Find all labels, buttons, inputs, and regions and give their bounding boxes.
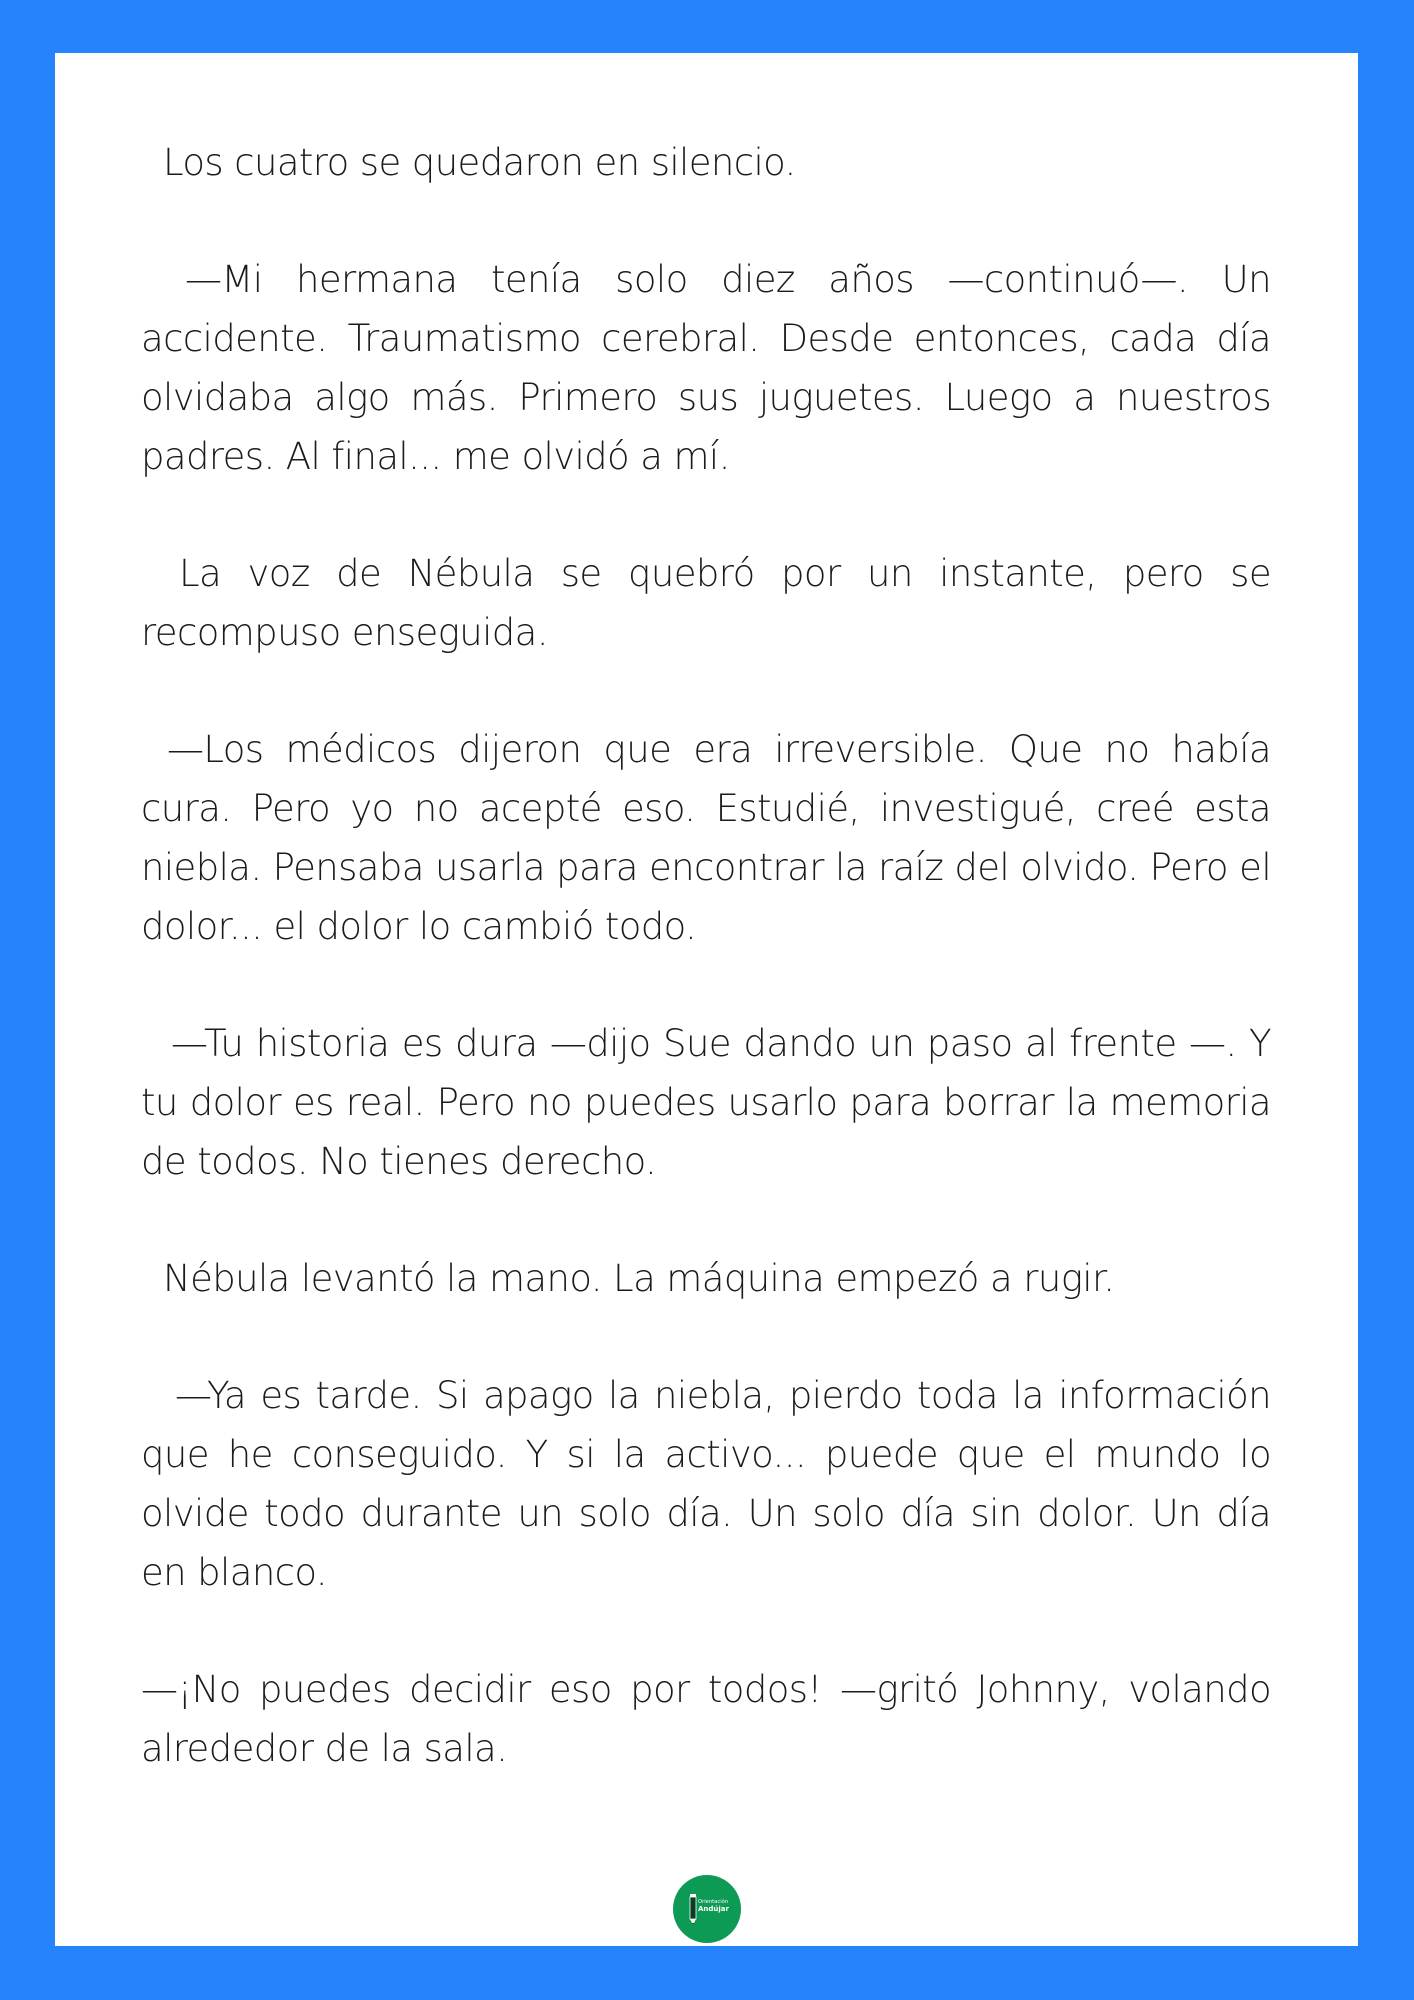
pencil-logo-icon — [673, 1875, 741, 1943]
paragraph-5: —Tu historia es dura —dijo Sue dando un paso al frente —. Y tu dolor es real. Pero no puedes usarlo para borrar la memoria de todos. No tienes derecho. — [141, 1022, 1271, 1183]
document-page — [55, 53, 1358, 1946]
paragraph-6: Nébula levantó la mano. La máquina empezó a rugir. — [163, 1257, 1115, 1300]
paragraph-7: —Ya es tarde. Si apago la niebla, pierdo toda la información que he conseguido. Y si la activo... puede que el mundo lo olvide todo durante un solo día. Un solo día sin dolor. Un día en blanco. — [141, 1374, 1271, 1594]
svg-text:Andújar: Andújar — [698, 1905, 729, 1913]
paragraph-1: Los cuatro se quedaron en silencio. — [163, 141, 796, 184]
story-text — [141, 133, 1271, 1836]
svg-text:Orientación: Orientación — [698, 1899, 729, 1905]
paragraph-8: —¡No puedes decidir eso por todos! —gritó Johnny, volando alrededor de la sala. — [141, 1668, 1271, 1770]
paragraph-3: La voz de Nébula se quebró por un instante, pero se recompuso enseguida. — [141, 552, 1271, 654]
paragraph-4: —Los médicos dijeron que era irreversible. Que no había cura. Pero yo no acepté eso. Estudié, investigué, creé esta niebla. Pensaba usarla para encontrar la raíz del olvido. Pero el dolor... el dolor lo cambió todo. — [141, 728, 1271, 948]
paragraph-2: —Mi hermana tenía solo diez años —continuó—. Un accidente. Traumatismo cerebral. Desde entonces, cada día olvidaba algo más. Primero sus juguetes. Luego a nuestros padres. Al final... me olvidó a mí. — [141, 258, 1271, 478]
